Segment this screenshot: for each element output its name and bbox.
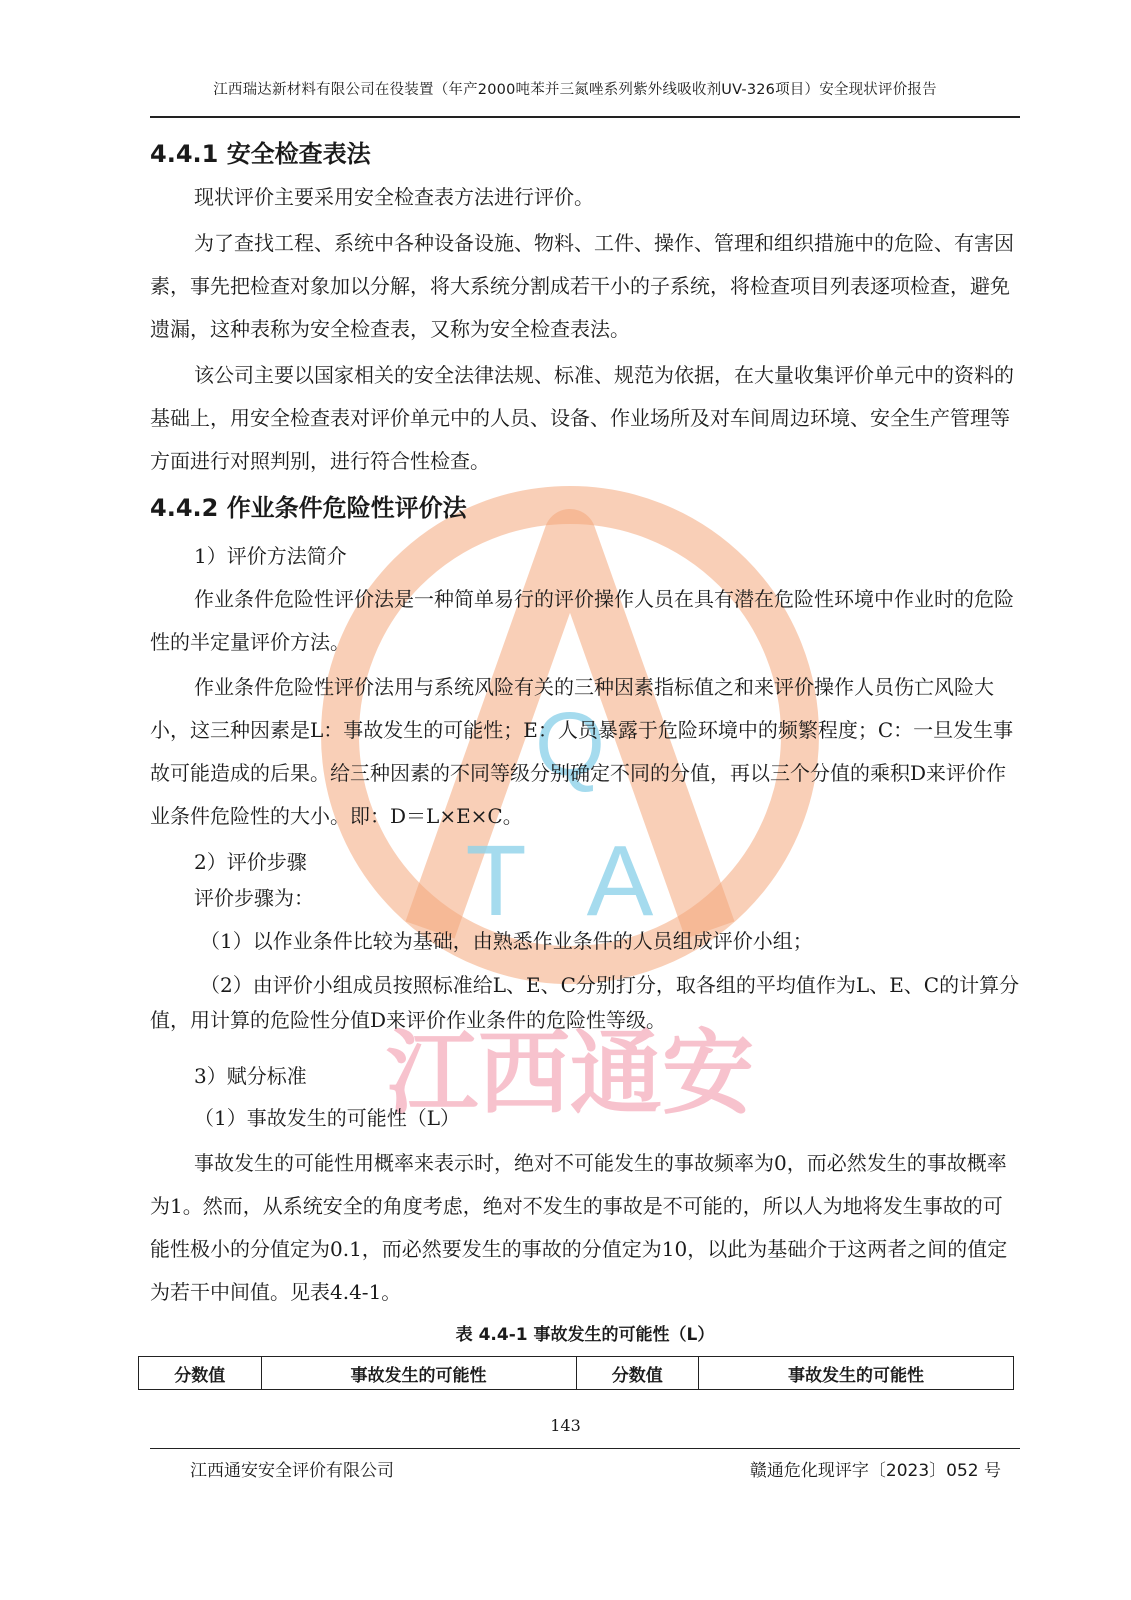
table-caption: 表 4.4-1 事故发生的可能性（L） (455, 1325, 715, 1345)
subheading-likelihood-l: （1）事故发生的可能性（L） (194, 1106, 461, 1130)
paragraph-441-2: 为了查找工程、系统中各种设备设施、物料、工件、操作、管理和组织措施中的危险、有害因素，事先把检查对象加以分解，将大系统分割成若干小的子系统，将检查项目列表逐项检查，避免遗漏，这种表称为安全检查表，又称为安全检查表法。 (150, 231, 1014, 341)
table-header-score-2: 分数值 (576, 1357, 699, 1390)
steps-intro: 评价步骤为： (194, 886, 314, 910)
paragraph-441-3: 该公司主要以国家相关的安全法律法规、标准、规范为依据，在大量收集评价单元中的资料的基础上，用安全检查表对评价单元中的人员、设备、作业场所及对车间周边环境、安全生产管理等方面进行对照判别，进行符合性检查。 (150, 363, 1014, 473)
footer-doc-number: 赣通危化现评字〔2023〕052 号 (749, 1461, 1001, 1481)
subheading-evaluation-steps: 2）评价步骤 (194, 850, 307, 874)
section-heading-4-4-1: 4.4.1 安全检查表法 (150, 140, 371, 168)
table-header-likelihood-1: 事故发生的可能性 (261, 1357, 576, 1390)
header-rule (150, 116, 1020, 118)
subheading-method-intro: 1）评价方法简介 (194, 544, 347, 568)
watermark-letter-t: T (465, 825, 527, 937)
likelihood-table (138, 1356, 1014, 1390)
footer-company: 江西通安安全评价有限公司 (190, 1461, 394, 1481)
table-header-likelihood-2: 事故发生的可能性 (699, 1357, 1014, 1390)
step-2: （2）由评价小组成员按照标准给L、E、C分别打分，取各组的平均值作为L、E、C的计算分值，用计算的危险性分值D来评价作业条件的危险性等级。 (150, 973, 1020, 1032)
table-header-row (139, 1357, 1014, 1390)
paragraph-likelihood: 事故发生的可能性用概率来表示时，绝对不可能发生的事故频率为0，而必然发生的事故概率为1。然而，从系统安全的角度考虑，绝对不发生的事故是不可能的，所以人为地将发生事故的可能性极小的分值定为0.1，而必然要发生的事故的分值定为10，以此为基础介于这两者之间的值定为若干中间值。见表4.4-1。 (150, 1151, 1008, 1304)
watermark-company-text: 江西通安 (385, 1020, 755, 1127)
subheading-scoring-criteria: 3）赋分标准 (194, 1064, 307, 1088)
footer-rule (150, 1448, 1020, 1449)
step-1: （1）以作业条件比较为基础，由熟悉作业条件的人员组成评价小组； (200, 929, 813, 953)
paragraph-442-1: 作业条件危险性评价法是一种简单易行的评价操作人员在具有潜在危险性环境中作业时的危险性的半定量评价方法。 (150, 587, 1014, 654)
section-heading-4-4-2: 4.4.2 作业条件危险性评价法 (150, 494, 467, 522)
paragraph-441-1: 现状评价主要采用安全检查表方法进行评价。 (194, 185, 594, 209)
watermark-letter-q: Q (534, 695, 606, 795)
page-number: 143 (550, 1416, 581, 1435)
report-header-title: 江西瑞达新材料有限公司在役装置（年产2000吨苯并三氮唑系列紫外线吸收剂UV-326项目）安全现状评价报告 (213, 82, 937, 98)
watermark-letter-a: A (586, 825, 654, 937)
table-header-score-1: 分数值 (139, 1357, 262, 1390)
paragraph-442-2: 作业条件危险性评价法用与系统风险有关的三种因素指标值之和来评价操作人员伤亡风险大小，这三种因素是L：事故发生的可能性；E：人员暴露于危险环境中的频繁程度；C：一旦发生事故可能造成的后果。给三种因素的不同等级分别确定不同的分值，再以三个分值的乘积D来评价作业条件危险性的大小。即：D＝L×E×C。 (150, 675, 1014, 828)
